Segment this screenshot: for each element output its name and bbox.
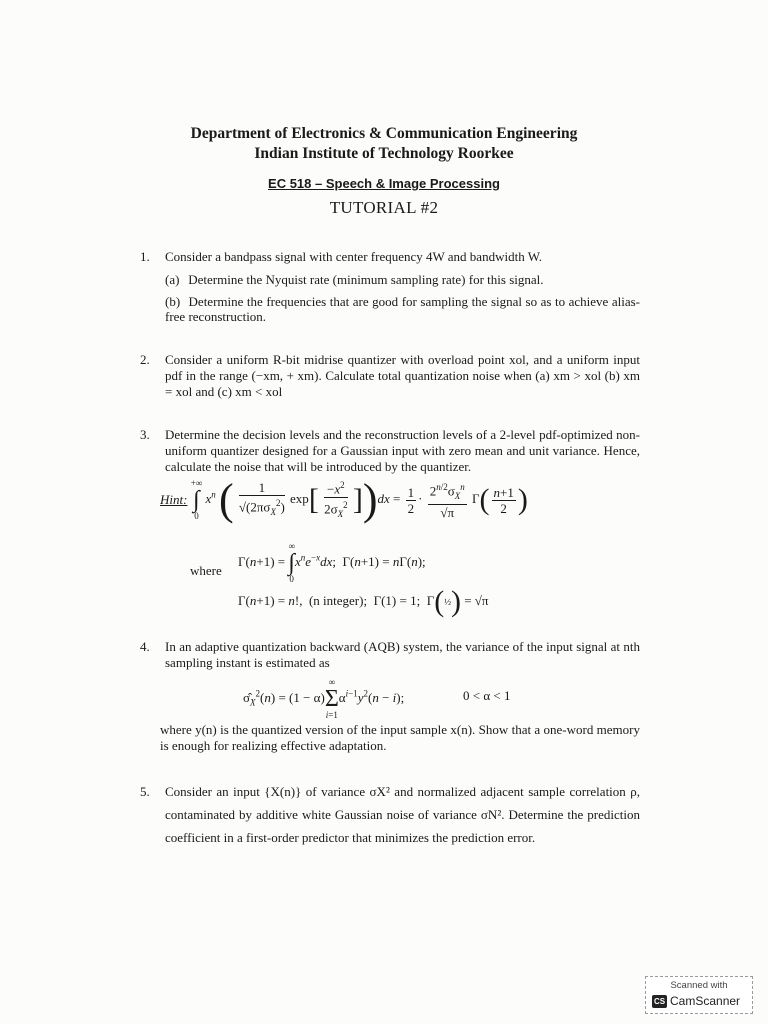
question-number: 3. (140, 427, 150, 442)
aqb-formula: $\sigmâ_X^2(n) = (1 - \alpha)$ ∞ Σ i=1 $\alpha^{i-1}y^2(n - i)$; (243, 677, 405, 720)
question-3 (140, 427, 640, 475)
question-1-part-b (165, 294, 640, 324)
where-label: where (190, 563, 222, 578)
institute-heading: Indian Institute of Technology Roorkee (254, 145, 514, 162)
course-title: EC 518 – Speech & Image Processing (268, 176, 500, 191)
question-number: 5. (140, 784, 150, 799)
question-4 (140, 639, 640, 671)
question-text: Consider a uniform R-bit midrise quantizer with overload point xol, and a uniform input pdf in the range (−xm, + xm). Calculate total quantization noise when (a) xm > xol (b) xm = xol and (c) xm < xol (165, 352, 640, 399)
question-number: 4. (140, 639, 150, 654)
alpha-range: 0 < α < 1 (463, 688, 511, 703)
question-4-continuation (160, 722, 640, 754)
hint-label: Hint: (160, 492, 188, 507)
gamma-condition: (n integer); (308, 592, 368, 608)
gamma-formula-2: Γ(n+1) = n!, (n integer); Γ(1) = 1; Γ(½) = √π (238, 585, 489, 618)
department-heading: Department of Electronics & Communication Engineering (190, 125, 578, 142)
part-label: (b) (165, 294, 181, 309)
part-label: (a) (165, 272, 180, 287)
gamma-formula-1: Γ(n+1) = ∞ ∫ 0 $x^ne^{-x}dx$; Γ(n+1) = nΓ(n); (238, 541, 426, 584)
question-text: Consider a bandpass signal with center frequency 4W and bandwidth W. (165, 249, 543, 264)
part-text: Determine the frequencies that are good for sampling the signal so as to achieve alias-free reconstruction. (165, 294, 640, 324)
question-text-continued: where y(n) is the quantized version of the input sample x(n). Show that a one-word memory is enough for realizing effective adaptation. (160, 722, 640, 753)
watermark-brand: CamScanner (670, 994, 741, 1008)
question-1-part-a (165, 272, 640, 287)
question-1 (140, 249, 640, 265)
question-5 (140, 780, 640, 849)
watermark-caption: Scanned with (670, 980, 728, 991)
question-number: 2. (140, 352, 150, 367)
question-text: In an adaptive quantization backward (AQB) system, the variance of the input signal at nth sampling instant is estimated as (165, 639, 640, 670)
question-number: 1. (140, 249, 150, 264)
hint-formula: Hint: +∞ ∫ 0 $x^n$ ( $\frac{1}{√(2\pi\sigma_X^2)}$ exp[ $\frac{-x^2}{2\sigma_X^2}$ ])dx = $\frac{1}{2}$ · $\frac{2^{n/2}\sigma_X^n}{√\pi}$ Γ( $\frac{n+1}{2}$ ) (160, 475, 528, 524)
question-text: Determine the decision levels and the reconstruction levels of a 2-level pdf-optimized non-uniform quantizer designed for a Gaussian input with zero mean and unit variance. Hence, calculate the noise that will be introduced by the quantizer. (165, 427, 640, 474)
tutorial-title: TUTORIAL #2 (329, 198, 439, 217)
question-2 (140, 352, 640, 400)
camscanner-logo-icon: CS (653, 997, 666, 1006)
part-text: Determine the Nyquist rate (minimum sampling rate) for this signal. (188, 272, 544, 287)
camscanner-watermark (645, 976, 753, 1014)
question-text: Consider an input {X(n)} of variance σX² and normalized adjacent sample correlation ρ, contaminated by additive white Gaussian noise of variance σN². Determine the prediction coefficient in a first-order predictor that minimizes the prediction error. (165, 784, 640, 845)
